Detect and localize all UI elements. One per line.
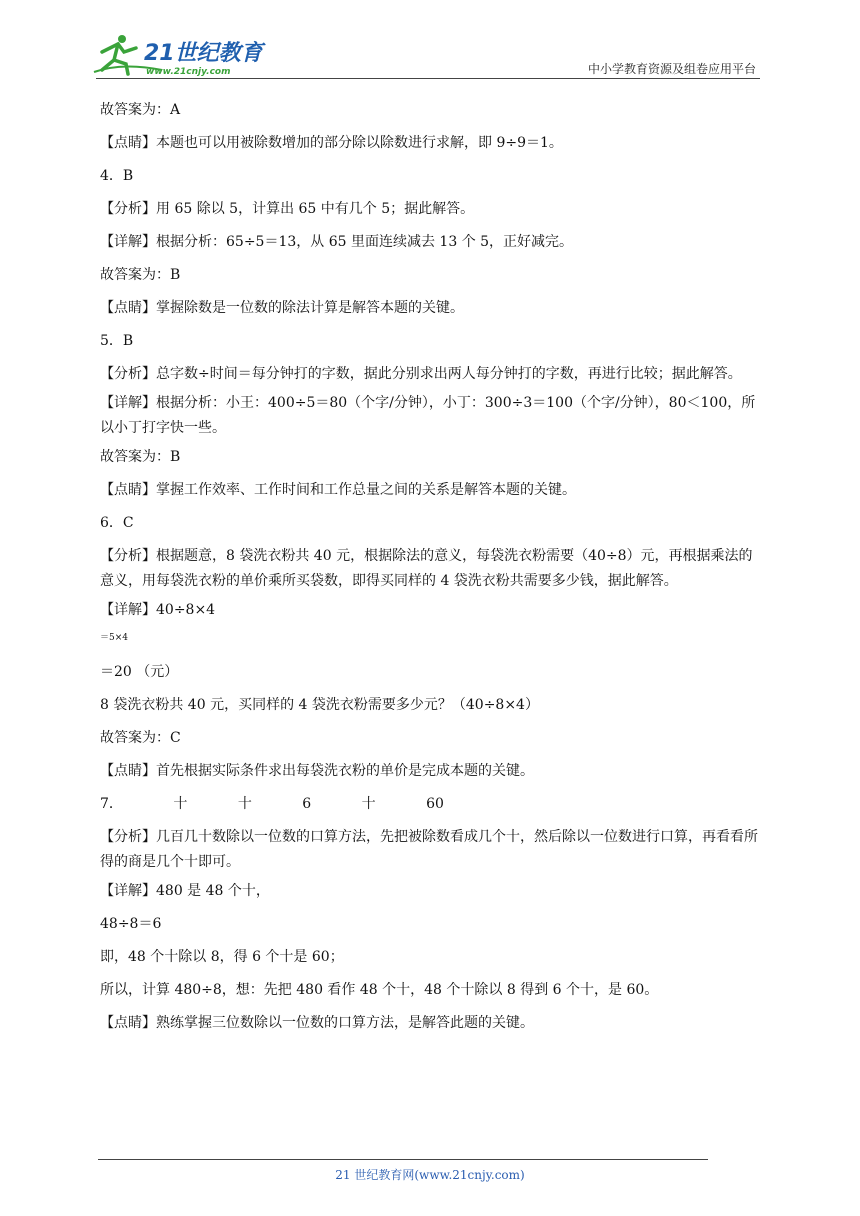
calc-step: ＝5×4 xyxy=(100,633,128,643)
calc-step: 48÷8＝6 xyxy=(100,916,162,932)
logo-url: www.21cnjy.com xyxy=(146,67,231,77)
question-number: 4．B xyxy=(100,168,134,184)
analysis-line: 【分析】用 65 除以 5，计算出 65 中有几个 5；据此解答。 xyxy=(100,201,475,217)
detail-line: 【详解】根据分析：小王：400÷5＝80（个字/分钟），小丁：300÷3＝100（个字/分钟），80＜100，所以小丁打字快一些。 xyxy=(100,395,756,436)
logo-text: 21世纪教育 xyxy=(144,41,263,66)
fill-answer: 60 xyxy=(426,796,444,812)
fill-answer: 十 xyxy=(361,796,376,812)
question-number: 6．C xyxy=(100,515,134,531)
answer-line: 故答案为：B xyxy=(100,267,181,283)
tip-line: 【点睛】熟练掌握三位数除以一位数的口算方法，是解答此题的关键。 xyxy=(100,1015,534,1031)
calc-result: ＝20 （元） xyxy=(100,664,179,680)
platform-name: 中小学教育资源及组卷应用平台 xyxy=(587,62,756,76)
detail-line: 即，48 个十除以 8，得 6 个十是 60； xyxy=(100,949,344,965)
tip-line: 【点睛】首先根据实际条件求出每袋洗衣粉的单价是完成本题的关键。 xyxy=(100,763,534,779)
logo-21cnjy xyxy=(92,30,267,80)
detail-line: 所以，计算 480÷8，想：先把 480 看作 48 个十，48 个十除以 8 得到 6 个十，是 60。 xyxy=(100,982,659,998)
answer-content xyxy=(100,98,764,1044)
detail-line: 【详解】480 是 48 个十， xyxy=(100,883,270,899)
tip-line: 【点睛】掌握工作效率、工作时间和工作总量之间的关系是解答本题的关键。 xyxy=(100,482,576,498)
header-divider xyxy=(96,78,760,79)
question-7-answers xyxy=(100,792,764,817)
answer-line: 故答案为：B xyxy=(100,449,181,465)
question-number: 7． xyxy=(100,796,123,812)
analysis-line: 【分析】总字数÷时间＝每分钟打的字数，据此分别求出两人每分钟打的字数，再进行比较；据此解答。 xyxy=(100,366,742,382)
answer-line: 故答案为：A xyxy=(100,102,181,118)
detail-line: 【详解】根据分析：65÷5＝13，从 65 里面连续减去 13 个 5，正好减完。 xyxy=(100,234,574,250)
tip-line: 【点睛】本题也可以用被除数增加的部分除以除数进行求解，即 9÷9＝1。 xyxy=(100,135,563,151)
answer-line: 故答案为：C xyxy=(100,730,181,746)
analysis-line: 【分析】几百几十数除以一位数的口算方法，先把被除数看成几个十，然后除以一位数进行口算，再看看所得的商是几个十即可。 xyxy=(100,829,758,870)
tip-line: 【点睛】掌握除数是一位数的除法计算是解答本题的关键。 xyxy=(100,300,464,316)
page-header xyxy=(0,0,860,84)
detail-summary: 8 袋洗衣粉共 40 元，买同样的 4 袋洗衣粉需要多少元？（40÷8×4） xyxy=(100,697,539,713)
footer-link[interactable]: 21 世纪教育网(www.21cnjy.com) xyxy=(335,1168,525,1182)
fill-answer: 十 xyxy=(173,796,188,812)
footer-divider xyxy=(98,1159,708,1160)
question-number: 5．B xyxy=(100,333,134,349)
detail-line: 【详解】40÷8×4 xyxy=(100,602,216,618)
analysis-line: 【分析】根据题意，8 袋洗衣粉共 40 元，根据除法的意义，每袋洗衣粉需要（40÷8）元，再根据乘法的意义，用每袋洗衣粉的单价乘所买袋数，即得买同样的 4 袋洗衣粉共需要多少钱，据此解答。 xyxy=(100,548,753,589)
fill-answer: 6 xyxy=(302,796,312,812)
fill-answer: 十 xyxy=(237,796,252,812)
